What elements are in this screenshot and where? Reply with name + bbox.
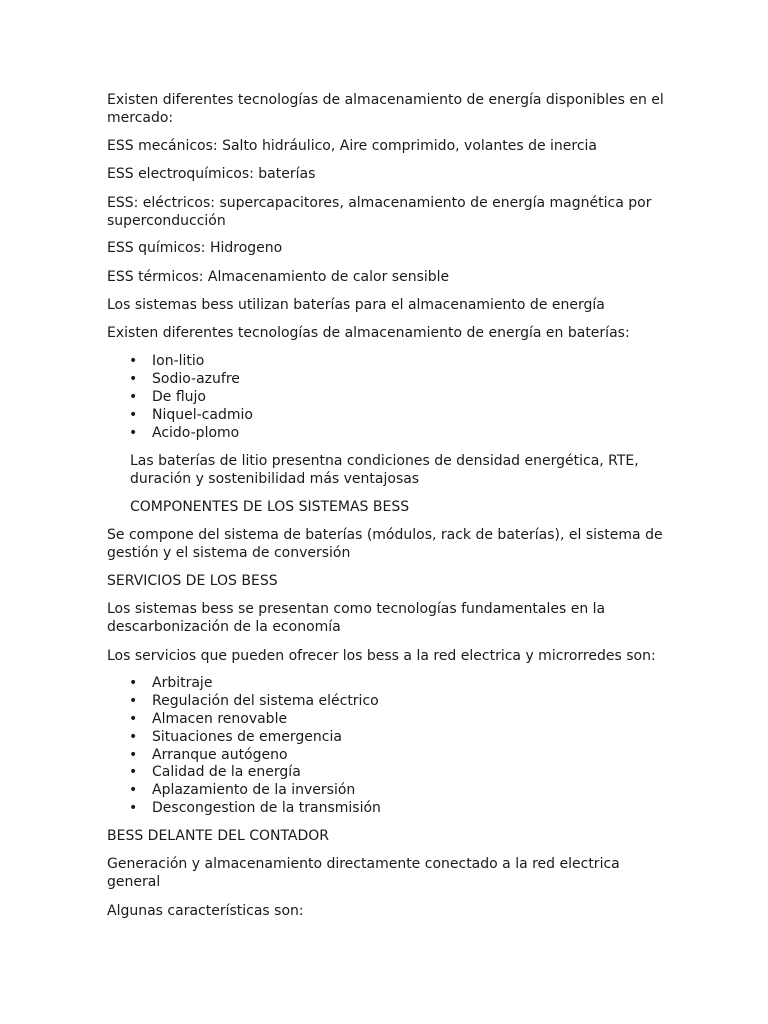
bullet-icon: • bbox=[129, 692, 138, 709]
bullet-icon: • bbox=[129, 782, 138, 799]
list-item bbox=[107, 388, 253, 406]
list-item-label: De flujo bbox=[152, 388, 206, 405]
paragraph-litio: Las baterías de litio presentna condiciones de densidad energética, RTE, duración y sostenibilidad más ventajosas bbox=[130, 453, 639, 487]
bullet-icon: • bbox=[129, 353, 138, 369]
list-item bbox=[107, 799, 381, 817]
heading-componentes: COMPONENTES DE LOS SISTEMAS BESS bbox=[130, 499, 410, 515]
paragraph-ess-quimicos: ESS químicos: Hidrogeno bbox=[107, 240, 283, 256]
list-item bbox=[107, 352, 253, 370]
bullet-icon: • bbox=[129, 800, 138, 817]
list-item-label: Niquel-cadmio bbox=[152, 406, 253, 423]
list-item bbox=[107, 370, 253, 388]
bullet-icon: • bbox=[129, 764, 138, 781]
battery-types-list bbox=[107, 352, 253, 441]
paragraph-tecnologias-baterias: Existen diferentes tecnologías de almacenamiento de energía en baterías: bbox=[107, 325, 630, 341]
list-item-label: Almacen renovable bbox=[152, 710, 288, 727]
list-item-label: Arbitraje bbox=[152, 675, 213, 691]
paragraph-ess-electroquimicos: ESS electroquímicos: baterías bbox=[107, 166, 316, 182]
list-item bbox=[107, 406, 253, 424]
list-item-label: Ion-litio bbox=[152, 353, 205, 369]
paragraph-servicios-intro: Los servicios que pueden ofrecer los bess a la red electrica y microrredes son: bbox=[107, 648, 656, 664]
bullet-icon: • bbox=[129, 406, 138, 423]
list-item bbox=[107, 674, 381, 692]
paragraph-intro: Existen diferentes tecnologías de almacenamiento de energía disponibles en el mercado: bbox=[107, 92, 664, 126]
heading-servicios: SERVICIOS DE LOS BESS bbox=[107, 573, 278, 589]
heading-bess-delante: BESS DELANTE DEL CONTADOR bbox=[107, 828, 330, 844]
list-item-label: Acido-plomo bbox=[152, 424, 240, 441]
paragraph-componentes: Se compone del sistema de baterías (módulos, rack de baterías), el sistema de gestión y el sistema de conversión bbox=[107, 527, 663, 561]
list-item-label: Arranque autógeno bbox=[152, 746, 288, 763]
list-item bbox=[107, 746, 381, 764]
bullet-icon: • bbox=[129, 746, 138, 763]
list-item bbox=[107, 728, 381, 746]
list-item bbox=[107, 710, 381, 728]
list-item bbox=[107, 781, 381, 799]
services-list bbox=[107, 674, 381, 817]
list-item bbox=[107, 692, 381, 710]
paragraph-ess-mecanicos: ESS mecánicos: Salto hidráulico, Aire comprimido, volantes de inercia bbox=[107, 138, 598, 154]
paragraph-generacion: Generación y almacenamiento directamente conectado a la red electrica general bbox=[107, 856, 620, 890]
bullet-icon: • bbox=[129, 388, 138, 405]
paragraph-caracteristicas: Algunas características son: bbox=[107, 903, 304, 919]
paragraph-descarbonizacion: Los sistemas bess se presentan como tecnologías fundamentales en la descarbonización de la economía bbox=[107, 601, 606, 635]
list-item-label: Sodio-azufre bbox=[152, 370, 240, 387]
paragraph-ess-termicos: ESS térmicos: Almacenamiento de calor sensible bbox=[107, 269, 450, 285]
list-item bbox=[107, 763, 381, 781]
list-item-label: Descongestion de la transmisión bbox=[152, 800, 381, 817]
list-item-label: Aplazamiento de la inversión bbox=[152, 782, 356, 799]
bullet-icon: • bbox=[129, 710, 138, 727]
paragraph-bess-baterias: Los sistemas bess utilizan baterías para el almacenamiento de energía bbox=[107, 297, 605, 313]
list-item-label: Regulación del sistema eléctrico bbox=[152, 692, 379, 709]
bullet-icon: • bbox=[129, 424, 138, 441]
list-item bbox=[107, 424, 253, 442]
list-item-label: Situaciones de emergencia bbox=[152, 728, 342, 745]
bullet-icon: • bbox=[129, 675, 138, 691]
bullet-icon: • bbox=[129, 370, 138, 387]
bullet-icon: • bbox=[129, 728, 138, 745]
paragraph-ess-electricos: ESS: eléctricos: supercapacitores, almacenamiento de energía magnética por superconducción bbox=[107, 195, 652, 229]
list-item-label: Calidad de la energía bbox=[152, 764, 301, 781]
